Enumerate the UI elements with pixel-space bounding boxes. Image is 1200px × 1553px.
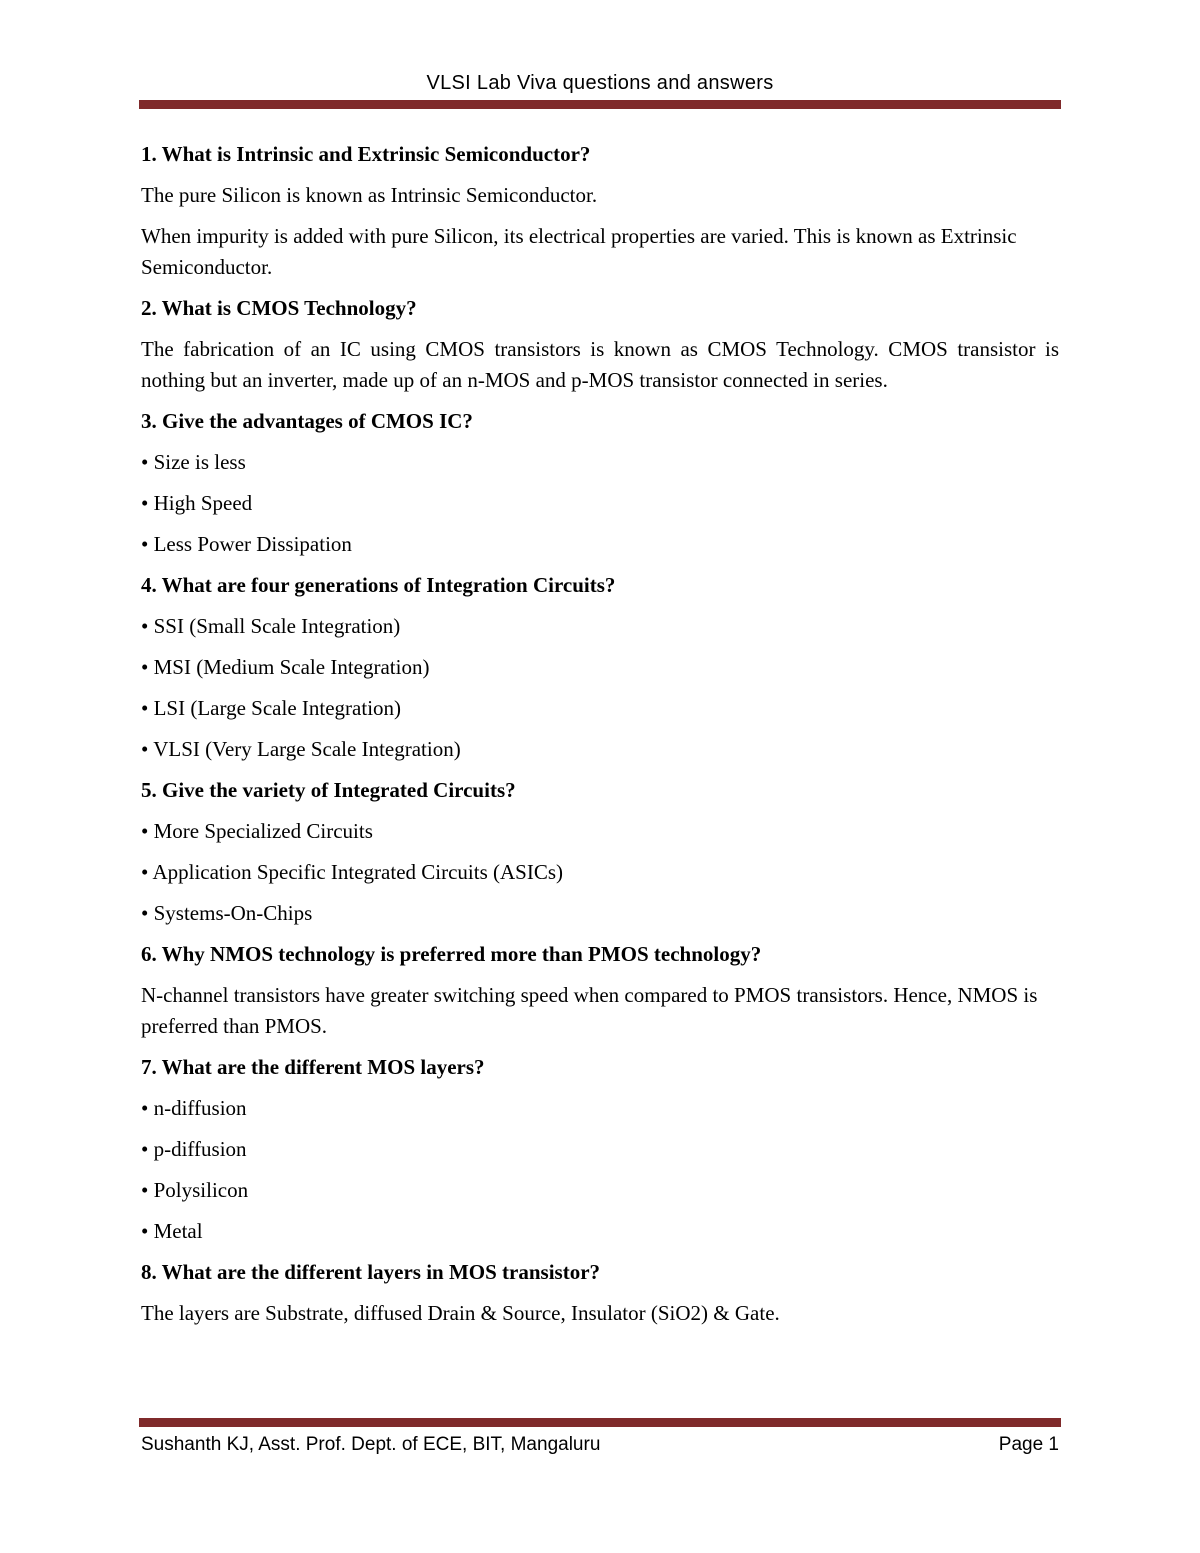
answer-paragraph: When impurity is added with pure Silicon, its electrical properties are varied. This is known as Extrinsic Semiconductor.	[141, 224, 1017, 279]
answer-paragraph: The layers are Substrate, diffused Drain & Source, Insulator (SiO2) & Gate.	[141, 1301, 780, 1325]
bullet-item: • p-diffusion	[141, 1137, 247, 1161]
page-header: VLSI Lab Viva questions and answers	[426, 72, 774, 94]
bullet-item: • VLSI (Very Large Scale Integration)	[141, 737, 461, 761]
answer-paragraph: The fabrication of an IC using CMOS transistors is known as CMOS Technology. CMOS transistor is nothing but an inverter, made up of an n-MOS and p-MOS transistor connected in series.	[141, 337, 1059, 392]
question-heading: 5. Give the variety of Integrated Circuits?	[141, 778, 516, 802]
question-heading: 7. What are the different MOS layers?	[141, 1055, 485, 1079]
bullet-item: • Polysilicon	[141, 1178, 249, 1202]
bullet-item: • Less Power Dissipation	[141, 532, 352, 556]
bullet-item: • Systems-On-Chips	[141, 901, 313, 925]
question-heading: 1. What is Intrinsic and Extrinsic Semiconductor?	[141, 142, 591, 166]
answer-paragraph: The pure Silicon is known as Intrinsic Semiconductor.	[141, 183, 598, 207]
bullet-item: • MSI (Medium Scale Integration)	[141, 655, 430, 679]
answer-paragraph: N-channel transistors have greater switching speed when compared to PMOS transistors. Hence, NMOS is preferred than PMOS.	[141, 983, 1038, 1038]
bullet-item: • Metal	[141, 1219, 203, 1243]
bullet-item: • High Speed	[141, 491, 253, 515]
bullet-item: • LSI (Large Scale Integration)	[141, 696, 402, 720]
page-footer	[141, 1434, 1059, 1456]
question-heading: 2. What is CMOS Technology?	[141, 296, 417, 320]
document-body	[141, 139, 1059, 1339]
header-rule	[139, 100, 1061, 109]
bullet-item: • SSI (Small Scale Integration)	[141, 614, 401, 638]
bullet-item: • n-diffusion	[141, 1096, 247, 1120]
footer-page-number: Page 1	[998, 1434, 1059, 1455]
question-heading: 4. What are four generations of Integration Circuits?	[141, 573, 616, 597]
question-heading: 8. What are the different layers in MOS transistor?	[141, 1260, 601, 1284]
bullet-item: • More Specialized Circuits	[141, 819, 373, 843]
question-heading: 6. Why NMOS technology is preferred more than PMOS technology?	[141, 942, 762, 966]
footer-author: Sushanth KJ, Asst. Prof. Dept. of ECE, BIT, Mangaluru	[141, 1434, 601, 1455]
bullet-item: • Application Specific Integrated Circuits (ASICs)	[141, 860, 564, 884]
question-heading: 3. Give the advantages of CMOS IC?	[141, 409, 473, 433]
bullet-item: • Size is less	[141, 450, 246, 474]
footer-rule	[139, 1418, 1061, 1427]
